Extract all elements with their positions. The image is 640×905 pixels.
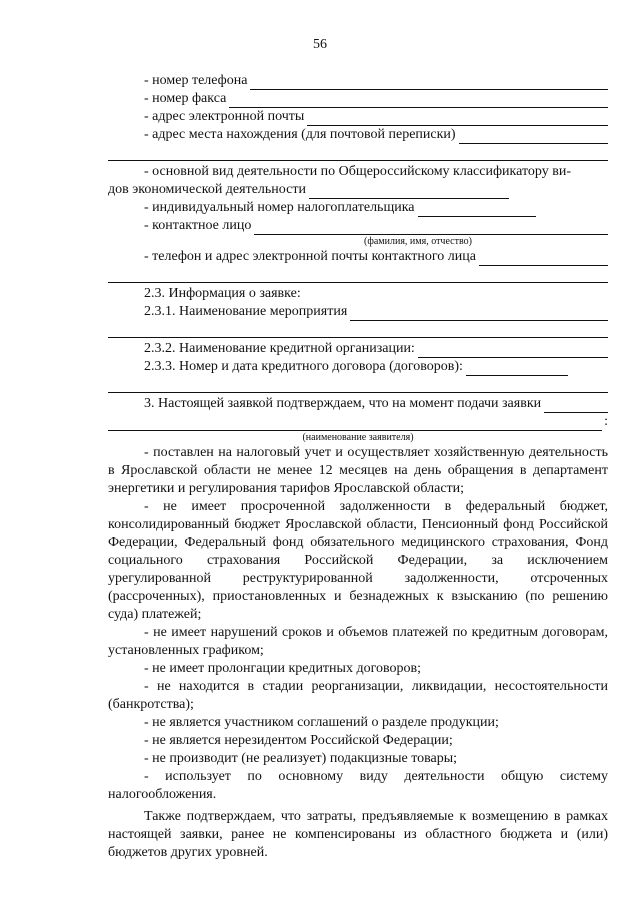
loan-agreement-blank-continued[interactable] (108, 376, 608, 393)
fax-label: - номер факса (144, 91, 227, 106)
event-name-field (108, 303, 608, 321)
email-blank[interactable] (307, 111, 608, 126)
section-3-intro-text: 3. Настоящей заявкой подтверждаем, что на момент подачи заявки (144, 396, 542, 411)
bank-name-blank[interactable] (418, 343, 608, 358)
inn-field (108, 199, 608, 217)
loan-agreement-field (108, 358, 608, 376)
event-name-blank-continued[interactable] (108, 321, 608, 338)
postal-address-blank-continued[interactable] (108, 144, 608, 161)
confirmation-item: - не является участником соглашений о разделе продукции; (144, 715, 499, 730)
okved-blank[interactable] (309, 184, 509, 199)
bank-name-field (108, 340, 608, 358)
bank-name-label: 2.3.2. Наименование кредитной организации: (144, 341, 415, 356)
okved-field (108, 181, 608, 199)
inn-blank[interactable] (418, 202, 536, 217)
phone-field (108, 72, 608, 90)
confirmation-item: - не имеет пролонгации кредитных договоров; (144, 661, 421, 676)
form-content (108, 72, 608, 862)
applicant-blank-start[interactable] (544, 398, 608, 413)
contact-person-field (108, 217, 608, 235)
fax-field (108, 90, 608, 108)
phone-blank[interactable] (250, 75, 608, 90)
contact-person-label: - контактное лицо (144, 218, 252, 233)
contact-person-caption: (фамилия, имя, отчество) (364, 236, 472, 247)
closing-paragraph: Также подтверждаем, что затраты, предъявляемые к возмещению в рамках настоящей заявки, ранее не компенсированы из областного бюджета и (или) бюджетов других уровней. (108, 809, 608, 860)
inn-label: - индивидуальный номер налогоплательщика (144, 200, 415, 215)
contact-phone-email-blank[interactable] (479, 251, 608, 266)
confirmation-item: - не производит (не реализует) подакцизные товары; (144, 751, 458, 766)
applicant-name-field (108, 413, 608, 431)
applicant-name-blank[interactable] (108, 416, 602, 431)
applicant-colon: : (604, 414, 608, 429)
postal-address-blank[interactable] (459, 129, 608, 144)
fax-blank[interactable] (229, 93, 608, 108)
event-name-blank[interactable] (350, 306, 608, 321)
page-number: 56 (313, 37, 327, 52)
email-field (108, 108, 608, 126)
postal-address-field (108, 126, 608, 144)
section-3-intro (108, 395, 608, 413)
section-2-3-title: 2.3. Информация о заявке: (144, 286, 301, 301)
email-label: - адрес электронной почты (144, 109, 305, 124)
loan-agreement-label: 2.3.3. Номер и дата кредитного договора (договоров): (144, 359, 463, 374)
contact-person-blank[interactable] (254, 220, 608, 235)
confirmation-item: - не является нерезидентом Российской Федерации; (144, 733, 453, 748)
loan-agreement-blank[interactable] (466, 361, 568, 376)
confirmation-item: - не имеет нарушений сроков и объемов платежей по кредитным договорам, установленных графиком; (108, 625, 608, 658)
postal-address-label: - адрес места нахождения (для почтовой переписки) (144, 127, 456, 142)
contact-phone-email-label: - телефон и адрес электронной почты контактного лица (144, 249, 476, 264)
contact-phone-email-field (108, 248, 608, 266)
confirmation-item: - поставлен на налоговый учет и осуществляет хозяйственную деятельность в Ярославской области не менее 12 месяцев на день обращения в департамент энергетики и регулирования тарифов Ярославской области; (108, 445, 608, 496)
confirmation-item: - не имеет просроченной задолженности в федеральный бюджет, консолидированный бюджет Ярославской области, Пенсионный фонд Российской Федерации, Федеральный фонд обязательного медицинского страхования, Фонд социального страхования Российской Федерации, за исключением урегулированной реструктурированной задолженности, отсроченных (рассроченных), приостановленных и безнадежных к взысканию (по решению суда) платежей; (108, 499, 608, 622)
event-name-label: 2.3.1. Наименование мероприятия (144, 304, 348, 319)
confirmation-item: - использует по основному виду деятельности общую систему налогообложения. (108, 769, 608, 802)
okved-label: дов экономической деятельности (108, 182, 306, 197)
phone-label: - номер телефона (144, 73, 248, 88)
confirmation-item: - не находится в стадии реорганизации, ликвидации, несостоятельности (банкротства); (108, 679, 608, 712)
okved-line1: - основной вид деятельности по Общероссийскому классификатору ви- (144, 164, 571, 179)
applicant-caption: (наименование заявителя) (302, 432, 414, 443)
contact-phone-email-blank-continued[interactable] (108, 266, 608, 283)
